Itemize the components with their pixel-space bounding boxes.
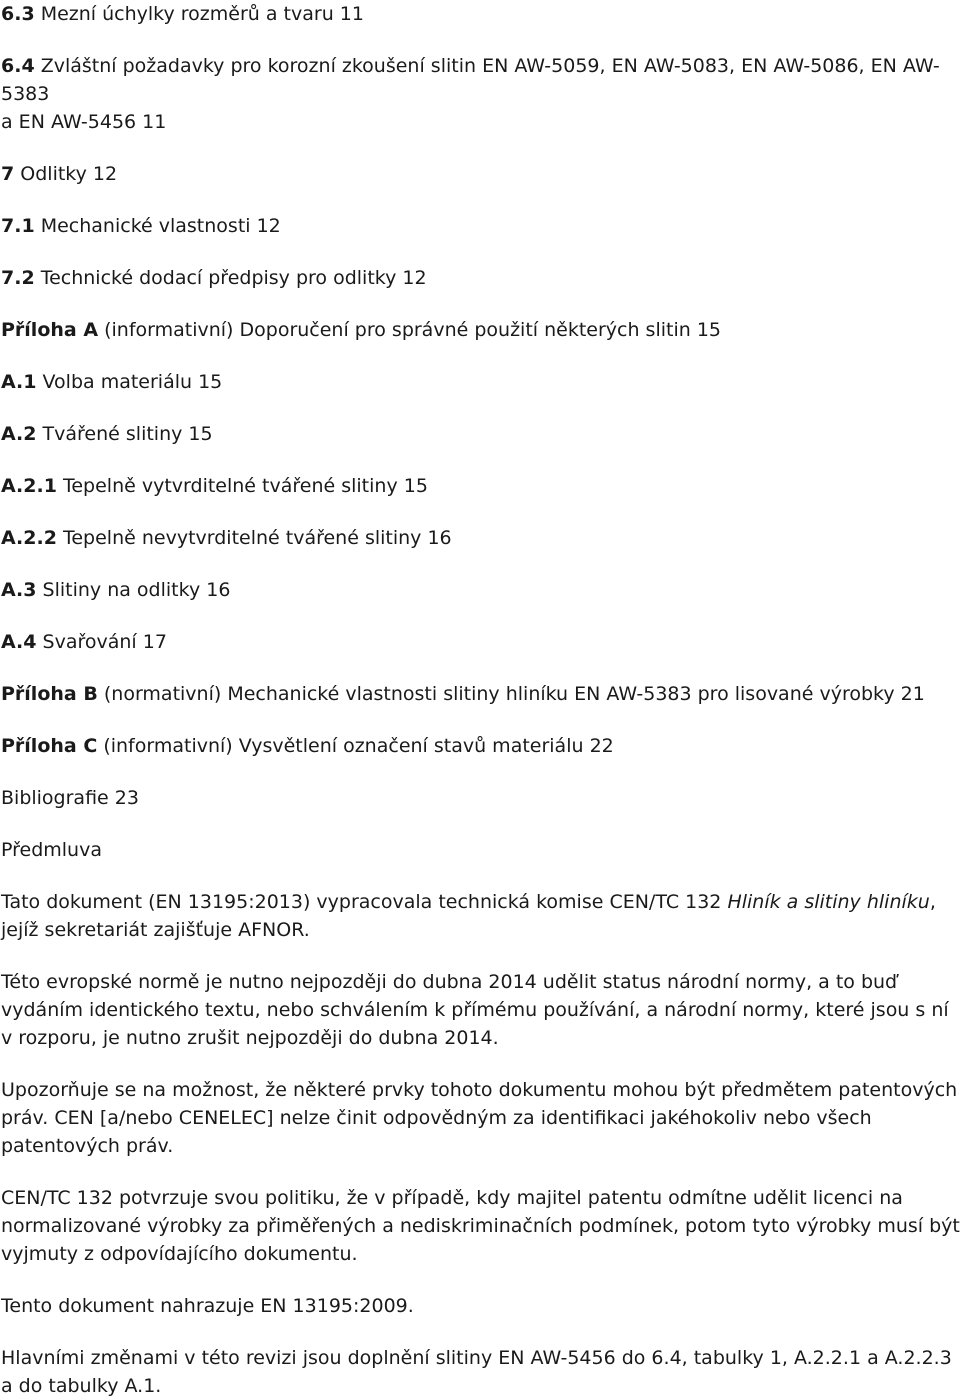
toc-entry-annex-a: [1, 316, 960, 344]
toc-entry-number: A.2.2: [1, 527, 57, 549]
intro-text: Tato dokument (EN 13195:2013) vypracovala technická komise CEN/TC 132: [1, 891, 728, 913]
toc-entry-number: A.1: [1, 371, 37, 393]
toc-entry-6-4: [1, 52, 960, 136]
toc-entry-number: Příloha C: [1, 735, 98, 757]
toc-entry-number: A.2: [1, 423, 37, 445]
toc-entry-a-3: [1, 576, 960, 604]
toc-entry-text: Zvláštní požadavky pro korozní zkoušení slitin EN AW-5059, EN AW-5083, EN AW-5086, EN AW- 5383 a EN AW-5456 11: [1, 55, 940, 133]
toc-entry-text: Mechanické vlastnosti 12: [34, 215, 281, 237]
toc-entry-number: Příloha A: [1, 319, 99, 341]
toc-entry-a-2: [1, 420, 960, 448]
toc-entry-6-3: [1, 0, 960, 28]
toc-entry-number: 6.3: [1, 3, 35, 25]
toc-entry-7-2: [1, 264, 960, 292]
toc-entry-number: 7.2: [1, 267, 35, 289]
toc-entry-a-2-1: [1, 472, 960, 500]
paragraph-patents: Upozorňuje se na možnost, že některé prvky tohoto dokumentu mohou být předmětem patentových práv. CEN [a/nebo CENELEC] nelze činit odpovědným za identifikaci jakéhokoliv nebo všech patentových práv.: [1, 1079, 958, 1157]
toc-entry-number: A.2.1: [1, 475, 57, 497]
toc-entry-text: Slitiny na odlitky 16: [36, 579, 231, 601]
toc-entry-text: (informativní) Vysvětlení označení stavů materiálu 22: [97, 735, 614, 757]
paragraph-status: Této evropské normě je nutno nejpozději do dubna 2014 udělit status národní normy, a to buď vydáním identického textu, nebo schválením k přímému používání, a národní normy, které jsou s ní v rozporu, je nutno zrušit nejpozději do dubna 2014.: [1, 971, 949, 1049]
section-heading-foreword: Předmluva: [1, 839, 102, 861]
toc-entry-number: 7.1: [1, 215, 35, 237]
toc-entry-number: 6.4: [1, 55, 35, 77]
toc-entry-number: 7: [1, 163, 15, 185]
toc-entry-text: Bibliografie 23: [1, 787, 139, 809]
toc-entry-text: (informativní) Doporučení pro správné použití některých slitin 15: [98, 319, 721, 341]
toc-entry-bibliography: [1, 784, 960, 812]
toc-entry-text: Tepelně vytvrditelné tvářené slitiny 15: [56, 475, 428, 497]
toc-entry-text: Svařování 17: [36, 631, 167, 653]
toc-entry-number: Příloha B: [1, 683, 98, 705]
toc-entry-text: (normativní) Mechanické vlastnosti slitiny hliníku EN AW-5383 pro lisované výrobky 21: [97, 683, 925, 705]
paragraph-changes: Hlavními změnami v této revizi jsou doplnění slitiny EN AW-5456 do 6.4, tabulky 1, A.2.2.1 a A.2.2.3 a do tabulky A.1.: [1, 1347, 952, 1397]
toc-entry-text: Volba materiálu 15: [36, 371, 223, 393]
toc-entry-annex-c: [1, 732, 960, 760]
toc-entry-text: Technické dodací předpisy pro odlitky 12: [34, 267, 427, 289]
toc-entry-7-1: [1, 212, 960, 240]
toc-entry-text: Mezní úchylky rozměrů a tvaru 11: [34, 3, 364, 25]
toc-entry-number: A.4: [1, 631, 37, 653]
paragraph-intro: [1, 888, 960, 944]
toc-entry-a-2-2: [1, 524, 960, 552]
paragraph-supersedes: Tento dokument nahrazuje EN 13195:2009.: [1, 1295, 414, 1317]
toc-entry-text: Tvářené slitiny 15: [36, 423, 213, 445]
intro-text-end: , jejíž sekretariát zajišťuje AFNOR.: [1, 891, 936, 941]
toc-entry-7: [1, 160, 960, 188]
table-of-contents: [1, 0, 960, 812]
committee-title: Hliník a slitiny hliníku: [727, 891, 930, 913]
paragraph-policy: CEN/TC 132 potvrzuje svou politiku, že v případě, kdy majitel patentu odmítne udělit licenci na normalizované výrobky za přiměřených a nediskriminačních podmínek, potom tyto výrobky musí být vyjmuty z odpovídajícího dokumentu.: [1, 1187, 960, 1265]
toc-entry-text: Odlitky 12: [14, 163, 118, 185]
toc-entry-a-4: [1, 628, 960, 656]
toc-entry-a-1: [1, 368, 960, 396]
toc-entry-annex-b: [1, 680, 960, 708]
toc-entry-number: A.3: [1, 579, 37, 601]
toc-entry-text: Tepelně nevytvrditelné tvářené slitiny 16: [56, 527, 452, 549]
